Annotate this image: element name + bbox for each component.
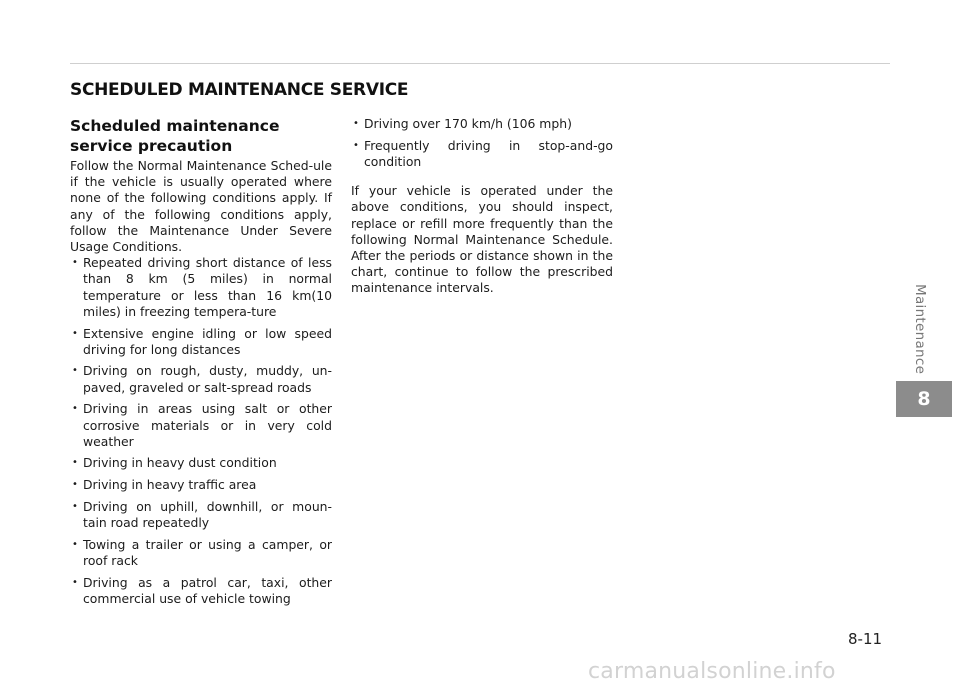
bullet-icon: • xyxy=(72,403,78,415)
bullet-icon: • xyxy=(353,118,359,129)
top-divider xyxy=(70,63,890,64)
right-bullet-list xyxy=(351,116,613,170)
bullet-icon: • xyxy=(72,457,78,469)
bullet-icon: • xyxy=(72,257,78,269)
list-item: • Driving on rough, dusty, muddy, un-paved, graveled or salt-spread roads xyxy=(72,363,332,395)
bullet-icon: • xyxy=(72,327,78,339)
list-item: • Driving in heavy dust condition xyxy=(72,455,277,471)
list-item: • Repeated driving short distance of less than 8 km (5 miles) in normal temperature or less than 16 km(10 miles) in freezing tempera-ture xyxy=(72,255,332,319)
conditions-paragraph: If your vehicle is operated under the above conditions, you should inspect, replace or refill more frequently than the following Normal Maintenance Schedule. After the periods or distance shown in the chart, continue to follow the prescribed maintenance intervals. xyxy=(351,183,613,296)
list-item: • Towing a trailer or using a camper, or roof rack xyxy=(72,536,332,568)
left-bullet-list xyxy=(70,255,332,607)
list-item: • Driving in heavy traffic area xyxy=(72,477,257,493)
list-item: • Frequently driving in stop-and-go condition xyxy=(353,137,613,169)
bullet-icon: • xyxy=(72,479,78,491)
bullet-icon: • xyxy=(72,365,78,377)
sub-heading: Scheduled maintenance service precaution xyxy=(70,117,280,155)
intro-paragraph: Follow the Normal Maintenance Sched-ule if the vehicle is usually operated where none of the following conditions apply. If any of the following conditions apply, follow the Maintenance Under Severe Usage Conditions. xyxy=(70,158,332,255)
bullet-icon: • xyxy=(72,538,78,550)
watermark: carmanualsonline.info xyxy=(588,659,836,684)
list-item: • Extensive engine idling or low speed driving for long distances xyxy=(72,325,332,357)
list-item: • Driving in areas using salt or other corrosive materials or in very cold weather xyxy=(72,401,332,449)
bullet-icon: • xyxy=(72,576,78,588)
bullet-icon: • xyxy=(72,500,78,512)
right-column xyxy=(351,116,613,297)
chapter-tab: 8 xyxy=(896,381,952,417)
page-number: 8-11 xyxy=(848,630,883,648)
list-item: • Driving on uphill, downhill, or moun-tain road repeatedly xyxy=(72,498,332,531)
chapter-side-label: Maintenance xyxy=(912,284,928,375)
list-item: • Driving over 170 km/h (106 mph) xyxy=(353,116,572,131)
bullet-icon: • xyxy=(353,139,359,151)
list-item: • Driving as a patrol car, taxi, other commercial use of vehicle towing xyxy=(72,574,332,606)
left-column xyxy=(70,116,332,613)
section-title: SCHEDULED MAINTENANCE SERVICE xyxy=(70,80,409,100)
